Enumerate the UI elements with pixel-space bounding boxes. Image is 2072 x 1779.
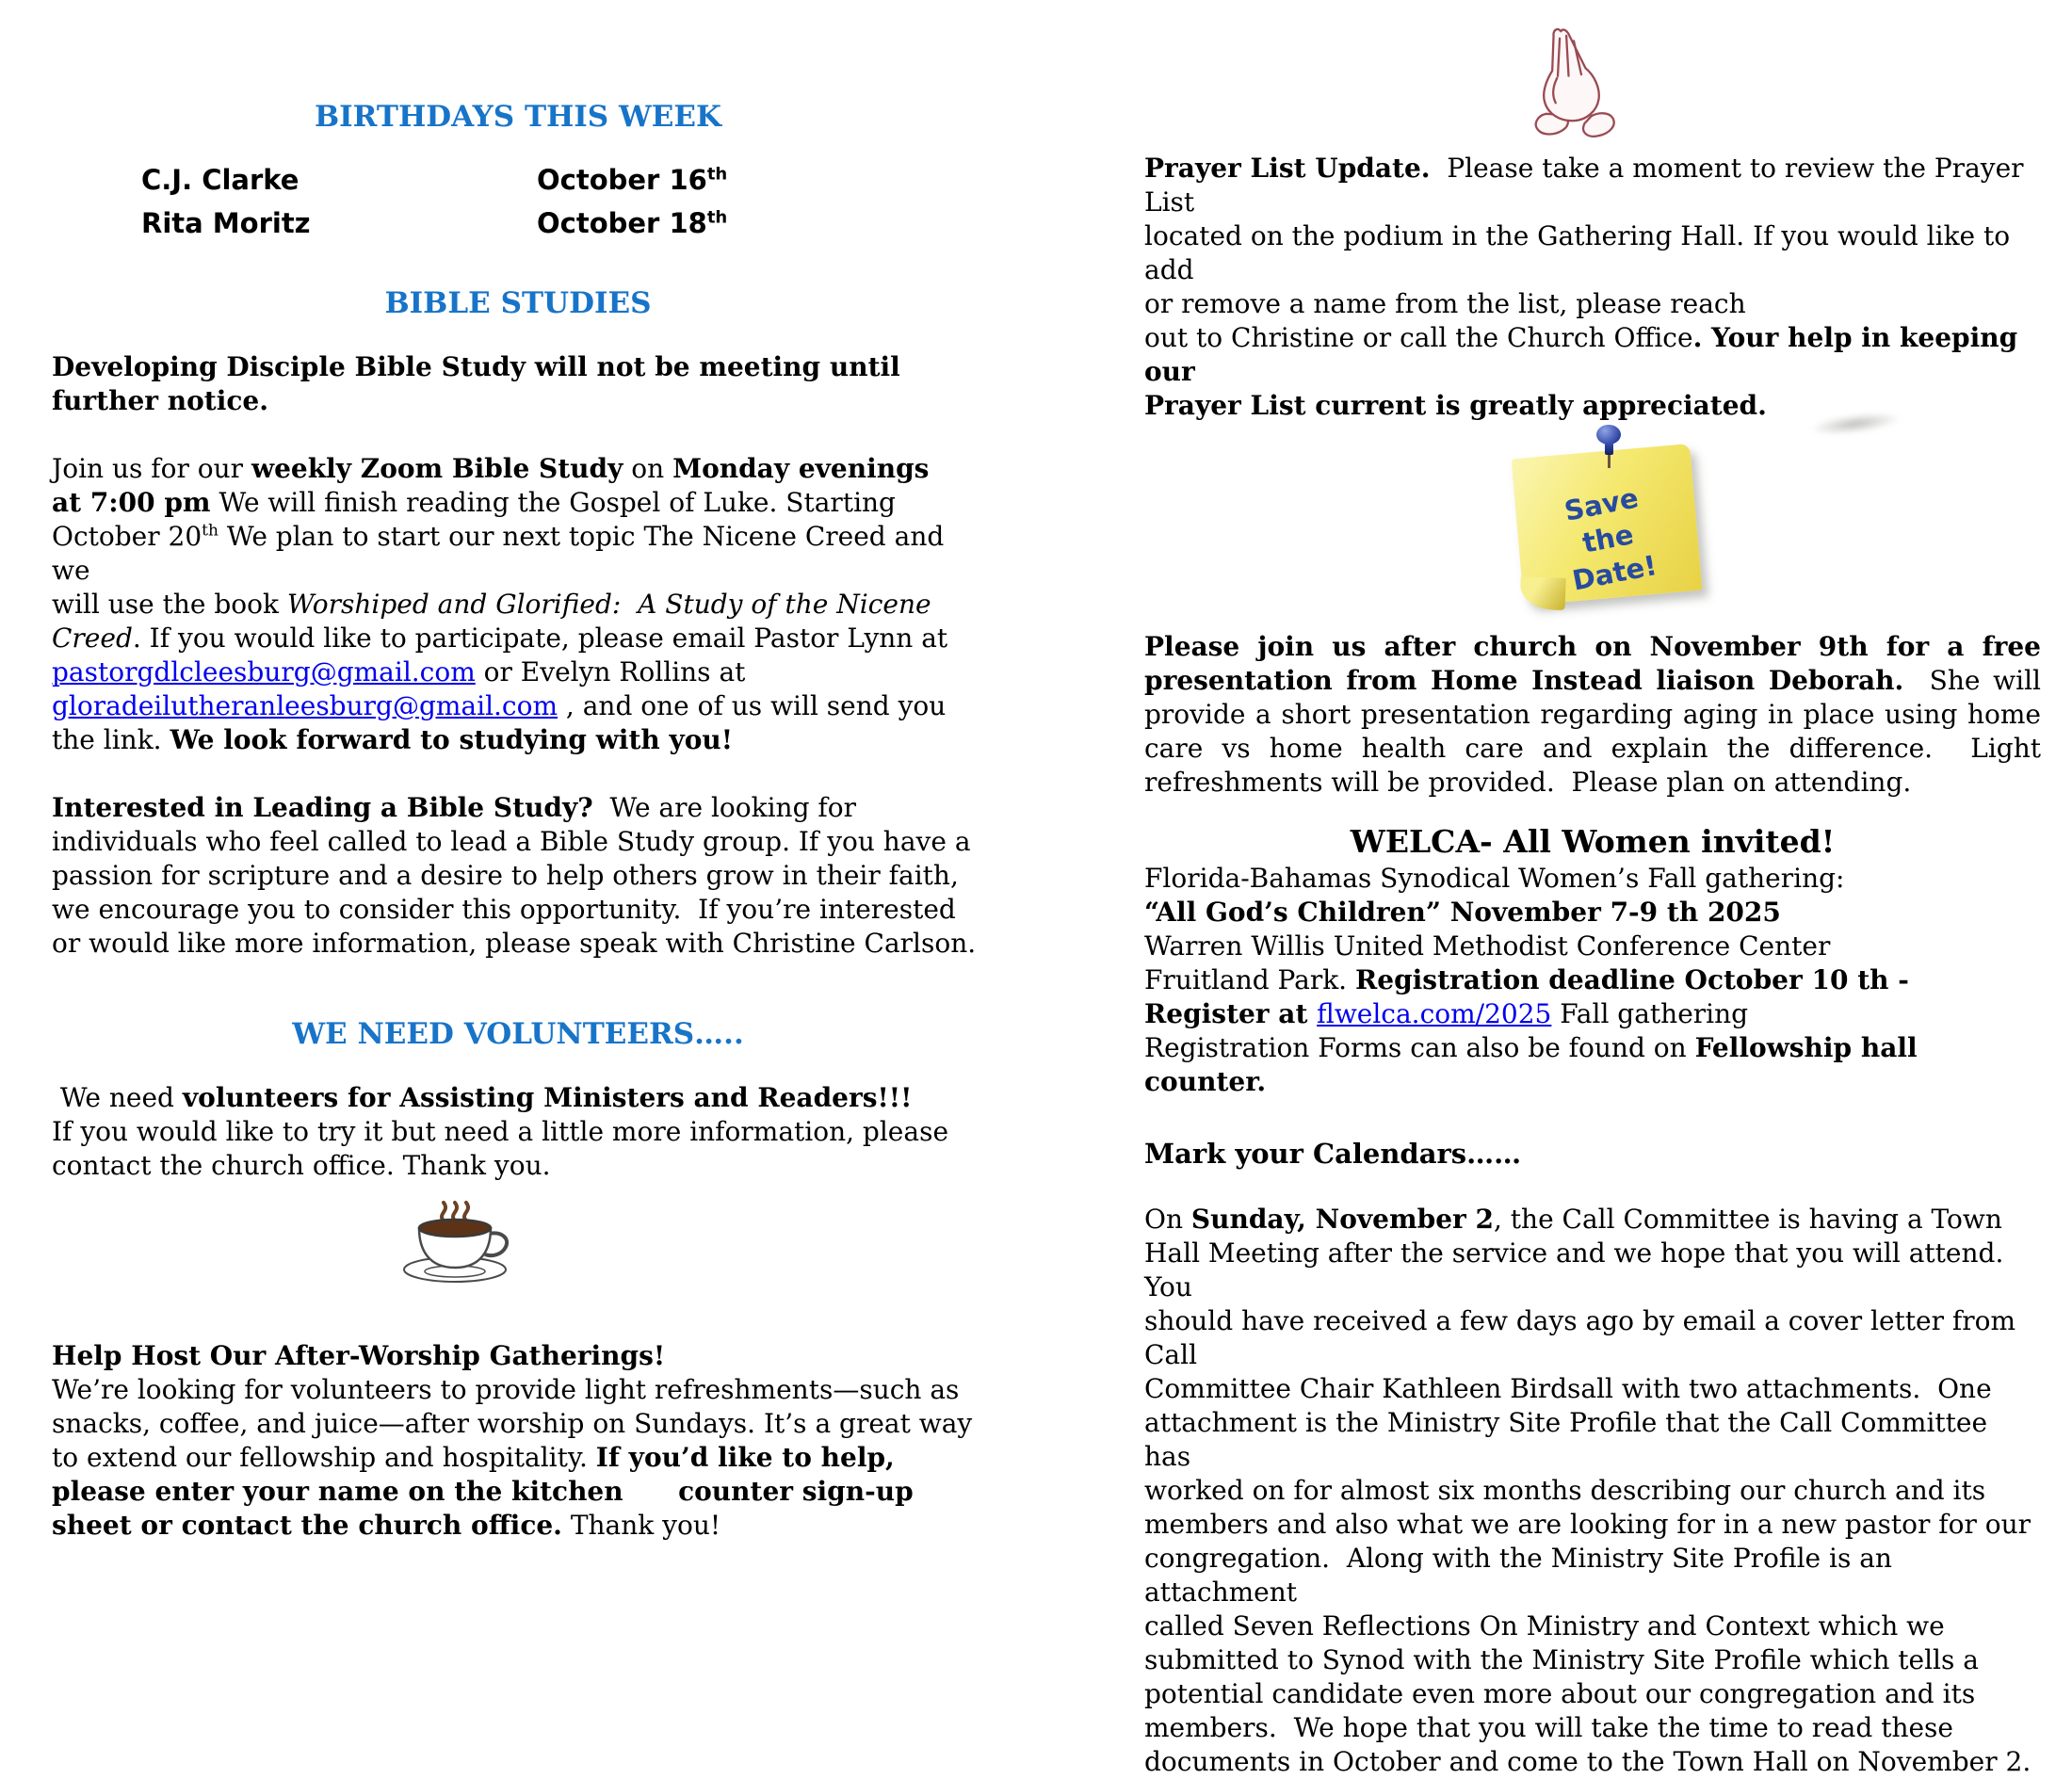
- welca-details-paragraph: Florida-Bahamas Synodical Women’s Fall gathering: “All God’s Children” November 7-9 th 2025 Warren Willis United Methodist Conference Center Fruitland Park. Registration deadline October 10 th - Register at flwelca.com/2025 Fall gathering Registration Forms can also be found on Fellowship hall counter.: [1144, 863, 1918, 1097]
- praying-hands-icon: [1515, 20, 1630, 148]
- volunteers-heading: WE NEED VOLUNTEERS…..: [292, 1017, 744, 1051]
- birthday-date: October 16th: [537, 164, 728, 196]
- pastor-email-link[interactable]: pastorgdlcleesburg@gmail.com: [52, 656, 476, 687]
- birthday-name: C.J. Clarke: [141, 164, 299, 196]
- pushpin-icon: [1594, 425, 1623, 474]
- save-the-date-note: [1144, 423, 2041, 617]
- town-hall-paragraph: On Sunday, November 2, the Call Committee is having a Town Hall Meeting after the service and we hope that you will attend. You should have received a few days ago by email a cover letter from Call Committee Chair Kathleen Birdsall with two attachments. One attachment is the Ministry Site Profile that the Call Committee has worked on for almost six months describing our church and its members and also what we are looking for in a new pastor for our congregation. Along with the Ministry Site Profile is an attachment called Seven Reflections On Ministry and Context which we submitted to Synod with the Ministry Site Profile which tells a potential candidate even more about our congregation and its members. We hope that you will take the time to read these documents in October and come to the Town Hall on November 2.: [1144, 1204, 2032, 1777]
- home-instead-presentation-paragraph: Please join us after church on November 9th for a free presentation from Home Instead liaison Deborah. She will provide a short presentation regarding aging in place using home care vs home health care and explain the difference. Light refreshments will be provided. Please plan on attending.: [1144, 631, 2041, 798]
- birthday-date: October 18th: [537, 207, 728, 239]
- birthday-row: [52, 202, 984, 245]
- birthdays-list: [52, 158, 984, 245]
- right-page-column: [1144, 0, 2041, 1779]
- church-email-link[interactable]: gloradeilutheranleesburg@gmail.com: [52, 690, 558, 721]
- after-worship-hosting-paragraph: Help Host Our After-Worship Gatherings! We’re looking for volunteers to provide light refreshments—such as snacks, coffee, and juice—after worship on Sundays. It’s a great way to extend our fellowship and hospitality. If you’d like to help, please enter your name on the kitchen counter sign-up sheet or contact the church office. Thank you!: [52, 1340, 973, 1541]
- birthday-name: Rita Moritz: [141, 207, 311, 239]
- date-superscript: th: [706, 207, 728, 228]
- bible-study-notice-paragraph: Developing Disciple Bible Study will not be meeting until further notice.: [52, 351, 900, 416]
- prayer-list-update-paragraph: Prayer List Update. Please take a moment to review the Prayer List located on the podium in the Gathering Hall. If you would like to add or remove a name from the list, please reach out to Christine or call the Church Office. Your help in keeping our Prayer List current is greatly appreciated.: [1144, 153, 2024, 421]
- volunteers-paragraph: We need volunteers for Assisting Ministers and Readers!!! If you would like to try it but need a little more information, please contact the church office. Thank you.: [52, 1082, 949, 1181]
- bible-studies-heading: BIBLE STUDIES: [384, 286, 652, 320]
- left-page-column: [52, 0, 984, 1543]
- birthdays-heading: BIRTHDAYS THIS WEEK: [314, 100, 722, 134]
- note-text: Save the Date!: [1562, 481, 1659, 597]
- welca-heading: WELCA- All Women invited!: [1350, 823, 1836, 860]
- zoom-bible-study-paragraph: Join us for our weekly Zoom Bible Study on Monday evenings at 7:00 pm We will finish reading the Gospel of Luke. Starting October 20th We plan to start our next topic The Nicene Creed and we will use the book Worshiped and Glorified: A Study of the Nicene Creed. If you would like to participate, please email Pastor Lynn at pastorgdlcleesburg@gmail.com or Evelyn Rollins at gloradeilutheranleesburg@gmail.com , and one of us will send you the link. We look forward to studying with you!: [52, 453, 948, 755]
- coffee-cup-icon: [381, 1196, 532, 1290]
- welca-registration-link[interactable]: flwelca.com/2025: [1317, 998, 1552, 1029]
- leading-bible-study-paragraph: Interested in Leading a Bible Study? We are looking for individuals who feel called to lead a Bible Study group. If you have a passion for scripture and a desire to help others grow in their faith, we encourage you to consider this opportunity. If you’re interested or would like more information, please speak with Christine Carlson.: [52, 792, 977, 959]
- mark-calendars-heading: Mark your Calendars……: [1144, 1138, 1522, 1170]
- birthday-row: [52, 158, 984, 202]
- date-superscript: th: [706, 164, 728, 185]
